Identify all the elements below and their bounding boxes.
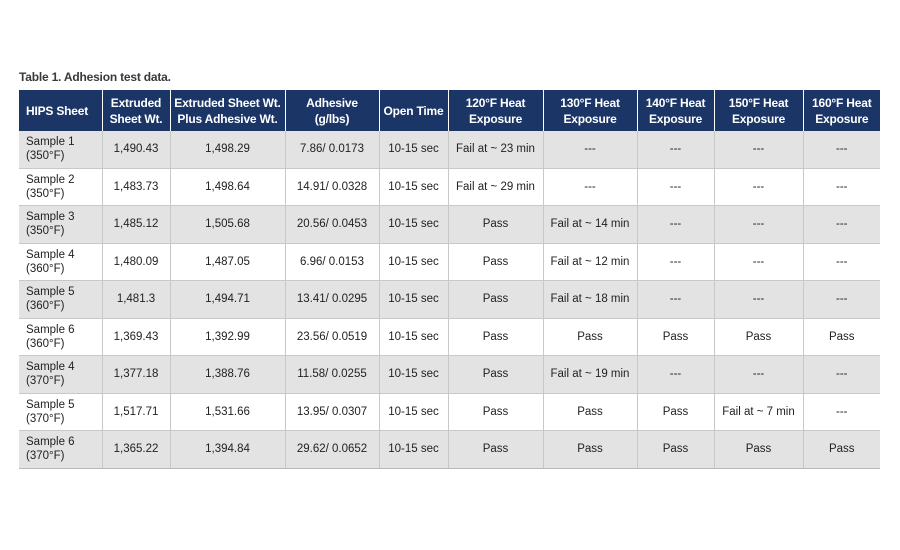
hips-sheet-cell: [19, 356, 102, 394]
sample-temperature: (370°F): [26, 375, 65, 388]
header-hips-sheet: [19, 90, 102, 131]
heat-130f-cell: Fail at ~ 12 min: [543, 243, 637, 281]
heat-160f-cell: Pass: [803, 318, 880, 356]
table-row: [19, 431, 880, 469]
heat-120f-cell: Pass: [448, 243, 543, 281]
sample-name: Sample 1: [26, 136, 75, 149]
open-time-cell: 10-15 sec: [379, 431, 448, 469]
heat-130f-cell: Pass: [543, 431, 637, 469]
extruded-sheet-wt-cell: 1,377.18: [102, 356, 170, 394]
heat-160f-cell: ---: [803, 131, 880, 168]
extruded-sheet-wt-cell: 1,490.43: [102, 131, 170, 168]
header-adhesive: [285, 90, 379, 131]
header-160f-heat-exposure: [803, 90, 880, 131]
heat-150f-cell: ---: [714, 168, 803, 206]
plus-adhesive-wt-cell: 1,487.05: [170, 243, 285, 281]
header-text-line: (g/lbs): [314, 111, 350, 126]
heat-150f-cell: ---: [714, 131, 803, 168]
header-text-line: 160°F Heat: [812, 95, 872, 110]
sample-name: Sample 6: [26, 323, 75, 336]
heat-130f-cell: ---: [543, 131, 637, 168]
heat-150f-cell: Fail at ~ 7 min: [714, 393, 803, 431]
extruded-sheet-wt-cell: 1,485.12: [102, 206, 170, 244]
heat-150f-cell: ---: [714, 243, 803, 281]
header-text-line: Exposure: [468, 111, 523, 126]
open-time-cell: 10-15 sec: [379, 281, 448, 319]
sample-name: Sample 3: [26, 211, 75, 224]
adhesive-cell: 14.91/ 0.0328: [285, 168, 379, 206]
table-row: [19, 243, 880, 281]
header-text-line: 130°F Heat: [560, 95, 620, 110]
table-row: [19, 281, 880, 319]
hips-sheet-cell: [19, 206, 102, 244]
hips-sheet-cell: [19, 243, 102, 281]
hips-sheet-cell: [19, 168, 102, 206]
plus-adhesive-wt-cell: 1,531.66: [170, 393, 285, 431]
heat-120f-cell: Fail at ~ 23 min: [448, 131, 543, 168]
adhesive-cell: 6.96/ 0.0153: [285, 243, 379, 281]
heat-140f-cell: ---: [637, 356, 714, 394]
adhesion-test-table: [19, 90, 880, 469]
extruded-sheet-wt-cell: 1,480.09: [102, 243, 170, 281]
header-extruded-plus-adhesive-wt: [170, 90, 285, 131]
heat-120f-cell: Pass: [448, 206, 543, 244]
heat-140f-cell: ---: [637, 206, 714, 244]
sample-name: Sample 4: [26, 248, 75, 261]
adhesive-cell: 7.86/ 0.0173: [285, 131, 379, 168]
sample-name: Sample 2: [26, 173, 75, 186]
header-text-line: Sheet Wt.: [109, 111, 163, 126]
adhesive-cell: 20.56/ 0.0453: [285, 206, 379, 244]
header-text-line: Plus Adhesive Wt.: [177, 111, 278, 126]
hips-sheet-cell: [19, 131, 102, 168]
heat-120f-cell: Pass: [448, 356, 543, 394]
header-text-line: Exposure: [815, 111, 869, 126]
adhesive-cell: 11.58/ 0.0255: [285, 356, 379, 394]
header-text-line: Open Time: [383, 103, 444, 118]
adhesive-cell: 13.95/ 0.0307: [285, 393, 379, 431]
hips-sheet-cell: [19, 281, 102, 319]
heat-120f-cell: Pass: [448, 393, 543, 431]
heat-140f-cell: Pass: [637, 393, 714, 431]
table-row: [19, 206, 880, 244]
sample-temperature: (370°F): [26, 412, 65, 425]
sample-temperature: (360°F): [26, 262, 65, 275]
plus-adhesive-wt-cell: 1,494.71: [170, 281, 285, 319]
heat-140f-cell: ---: [637, 281, 714, 319]
table-row: [19, 393, 880, 431]
header-text-line: 150°F Heat: [728, 95, 789, 110]
table-row: [19, 131, 880, 168]
extruded-sheet-wt-cell: 1,483.73: [102, 168, 170, 206]
heat-130f-cell: Pass: [543, 318, 637, 356]
sample-name: Sample 5: [26, 398, 75, 411]
adhesive-cell: 29.62/ 0.0652: [285, 431, 379, 469]
heat-150f-cell: ---: [714, 281, 803, 319]
sample-temperature: (370°F): [26, 450, 65, 463]
plus-adhesive-wt-cell: 1,505.68: [170, 206, 285, 244]
header-text-line: HIPS Sheet: [26, 103, 89, 118]
heat-120f-cell: Pass: [448, 431, 543, 469]
heat-160f-cell: ---: [803, 168, 880, 206]
header-open-time: [379, 90, 448, 131]
heat-120f-cell: Pass: [448, 318, 543, 356]
extruded-sheet-wt-cell: 1,481.3: [102, 281, 170, 319]
open-time-cell: 10-15 sec: [379, 318, 448, 356]
heat-130f-cell: Fail at ~ 18 min: [543, 281, 637, 319]
heat-140f-cell: Pass: [637, 318, 714, 356]
open-time-cell: 10-15 sec: [379, 206, 448, 244]
plus-adhesive-wt-cell: 1,498.29: [170, 131, 285, 168]
hips-sheet-cell: [19, 318, 102, 356]
sample-name: Sample 4: [26, 361, 75, 374]
header-extruded-sheet-wt: [102, 90, 170, 131]
header-150f-heat-exposure: [714, 90, 803, 131]
heat-140f-cell: Pass: [637, 431, 714, 469]
open-time-cell: 10-15 sec: [379, 393, 448, 431]
header-text-line: 120°F Heat: [465, 95, 526, 110]
header-text-line: 140°F Heat: [645, 95, 706, 110]
header-text-line: Adhesive: [306, 95, 358, 110]
heat-130f-cell: Fail at ~ 19 min: [543, 356, 637, 394]
hips-sheet-cell: [19, 393, 102, 431]
heat-150f-cell: ---: [714, 356, 803, 394]
plus-adhesive-wt-cell: 1,392.99: [170, 318, 285, 356]
table-caption: Table 1. Adhesion test data.: [19, 70, 171, 84]
sample-temperature: (350°F): [26, 187, 65, 200]
sample-temperature: (350°F): [26, 150, 65, 163]
table-row: [19, 168, 880, 206]
adhesive-cell: 13.41/ 0.0295: [285, 281, 379, 319]
heat-160f-cell: ---: [803, 393, 880, 431]
extruded-sheet-wt-cell: 1,369.43: [102, 318, 170, 356]
heat-140f-cell: ---: [637, 168, 714, 206]
heat-140f-cell: ---: [637, 131, 714, 168]
table-header-row: [19, 90, 880, 131]
heat-130f-cell: ---: [543, 168, 637, 206]
extruded-sheet-wt-cell: 1,365.22: [102, 431, 170, 469]
hips-sheet-cell: [19, 431, 102, 469]
heat-150f-cell: ---: [714, 206, 803, 244]
heat-120f-cell: Pass: [448, 281, 543, 319]
heat-150f-cell: Pass: [714, 431, 803, 469]
open-time-cell: 10-15 sec: [379, 243, 448, 281]
plus-adhesive-wt-cell: 1,394.84: [170, 431, 285, 469]
header-text-line: Exposure: [731, 111, 786, 126]
heat-160f-cell: ---: [803, 206, 880, 244]
heat-120f-cell: Fail at ~ 29 min: [448, 168, 543, 206]
sample-name: Sample 5: [26, 286, 75, 299]
open-time-cell: 10-15 sec: [379, 356, 448, 394]
heat-160f-cell: ---: [803, 281, 880, 319]
header-120f-heat-exposure: [448, 90, 543, 131]
heat-130f-cell: Pass: [543, 393, 637, 431]
header-text-line: Exposure: [648, 111, 703, 126]
table-row: [19, 318, 880, 356]
heat-160f-cell: ---: [803, 356, 880, 394]
heat-140f-cell: ---: [637, 243, 714, 281]
header-text-line: Extruded Sheet Wt.: [174, 95, 281, 110]
table-row: [19, 356, 880, 394]
open-time-cell: 10-15 sec: [379, 168, 448, 206]
header-140f-heat-exposure: [637, 90, 714, 131]
heat-130f-cell: Fail at ~ 14 min: [543, 206, 637, 244]
sample-temperature: (360°F): [26, 300, 65, 313]
sample-temperature: (360°F): [26, 337, 65, 350]
header-130f-heat-exposure: [543, 90, 637, 131]
heat-160f-cell: Pass: [803, 431, 880, 469]
adhesive-cell: 23.56/ 0.0519: [285, 318, 379, 356]
table-body: [19, 131, 880, 468]
plus-adhesive-wt-cell: 1,388.76: [170, 356, 285, 394]
extruded-sheet-wt-cell: 1,517.71: [102, 393, 170, 431]
sample-temperature: (350°F): [26, 225, 65, 238]
header-text-line: Exposure: [563, 111, 617, 126]
header-text-line: Extruded: [110, 95, 162, 110]
open-time-cell: 10-15 sec: [379, 131, 448, 168]
heat-160f-cell: ---: [803, 243, 880, 281]
heat-150f-cell: Pass: [714, 318, 803, 356]
sample-name: Sample 6: [26, 436, 75, 449]
plus-adhesive-wt-cell: 1,498.64: [170, 168, 285, 206]
